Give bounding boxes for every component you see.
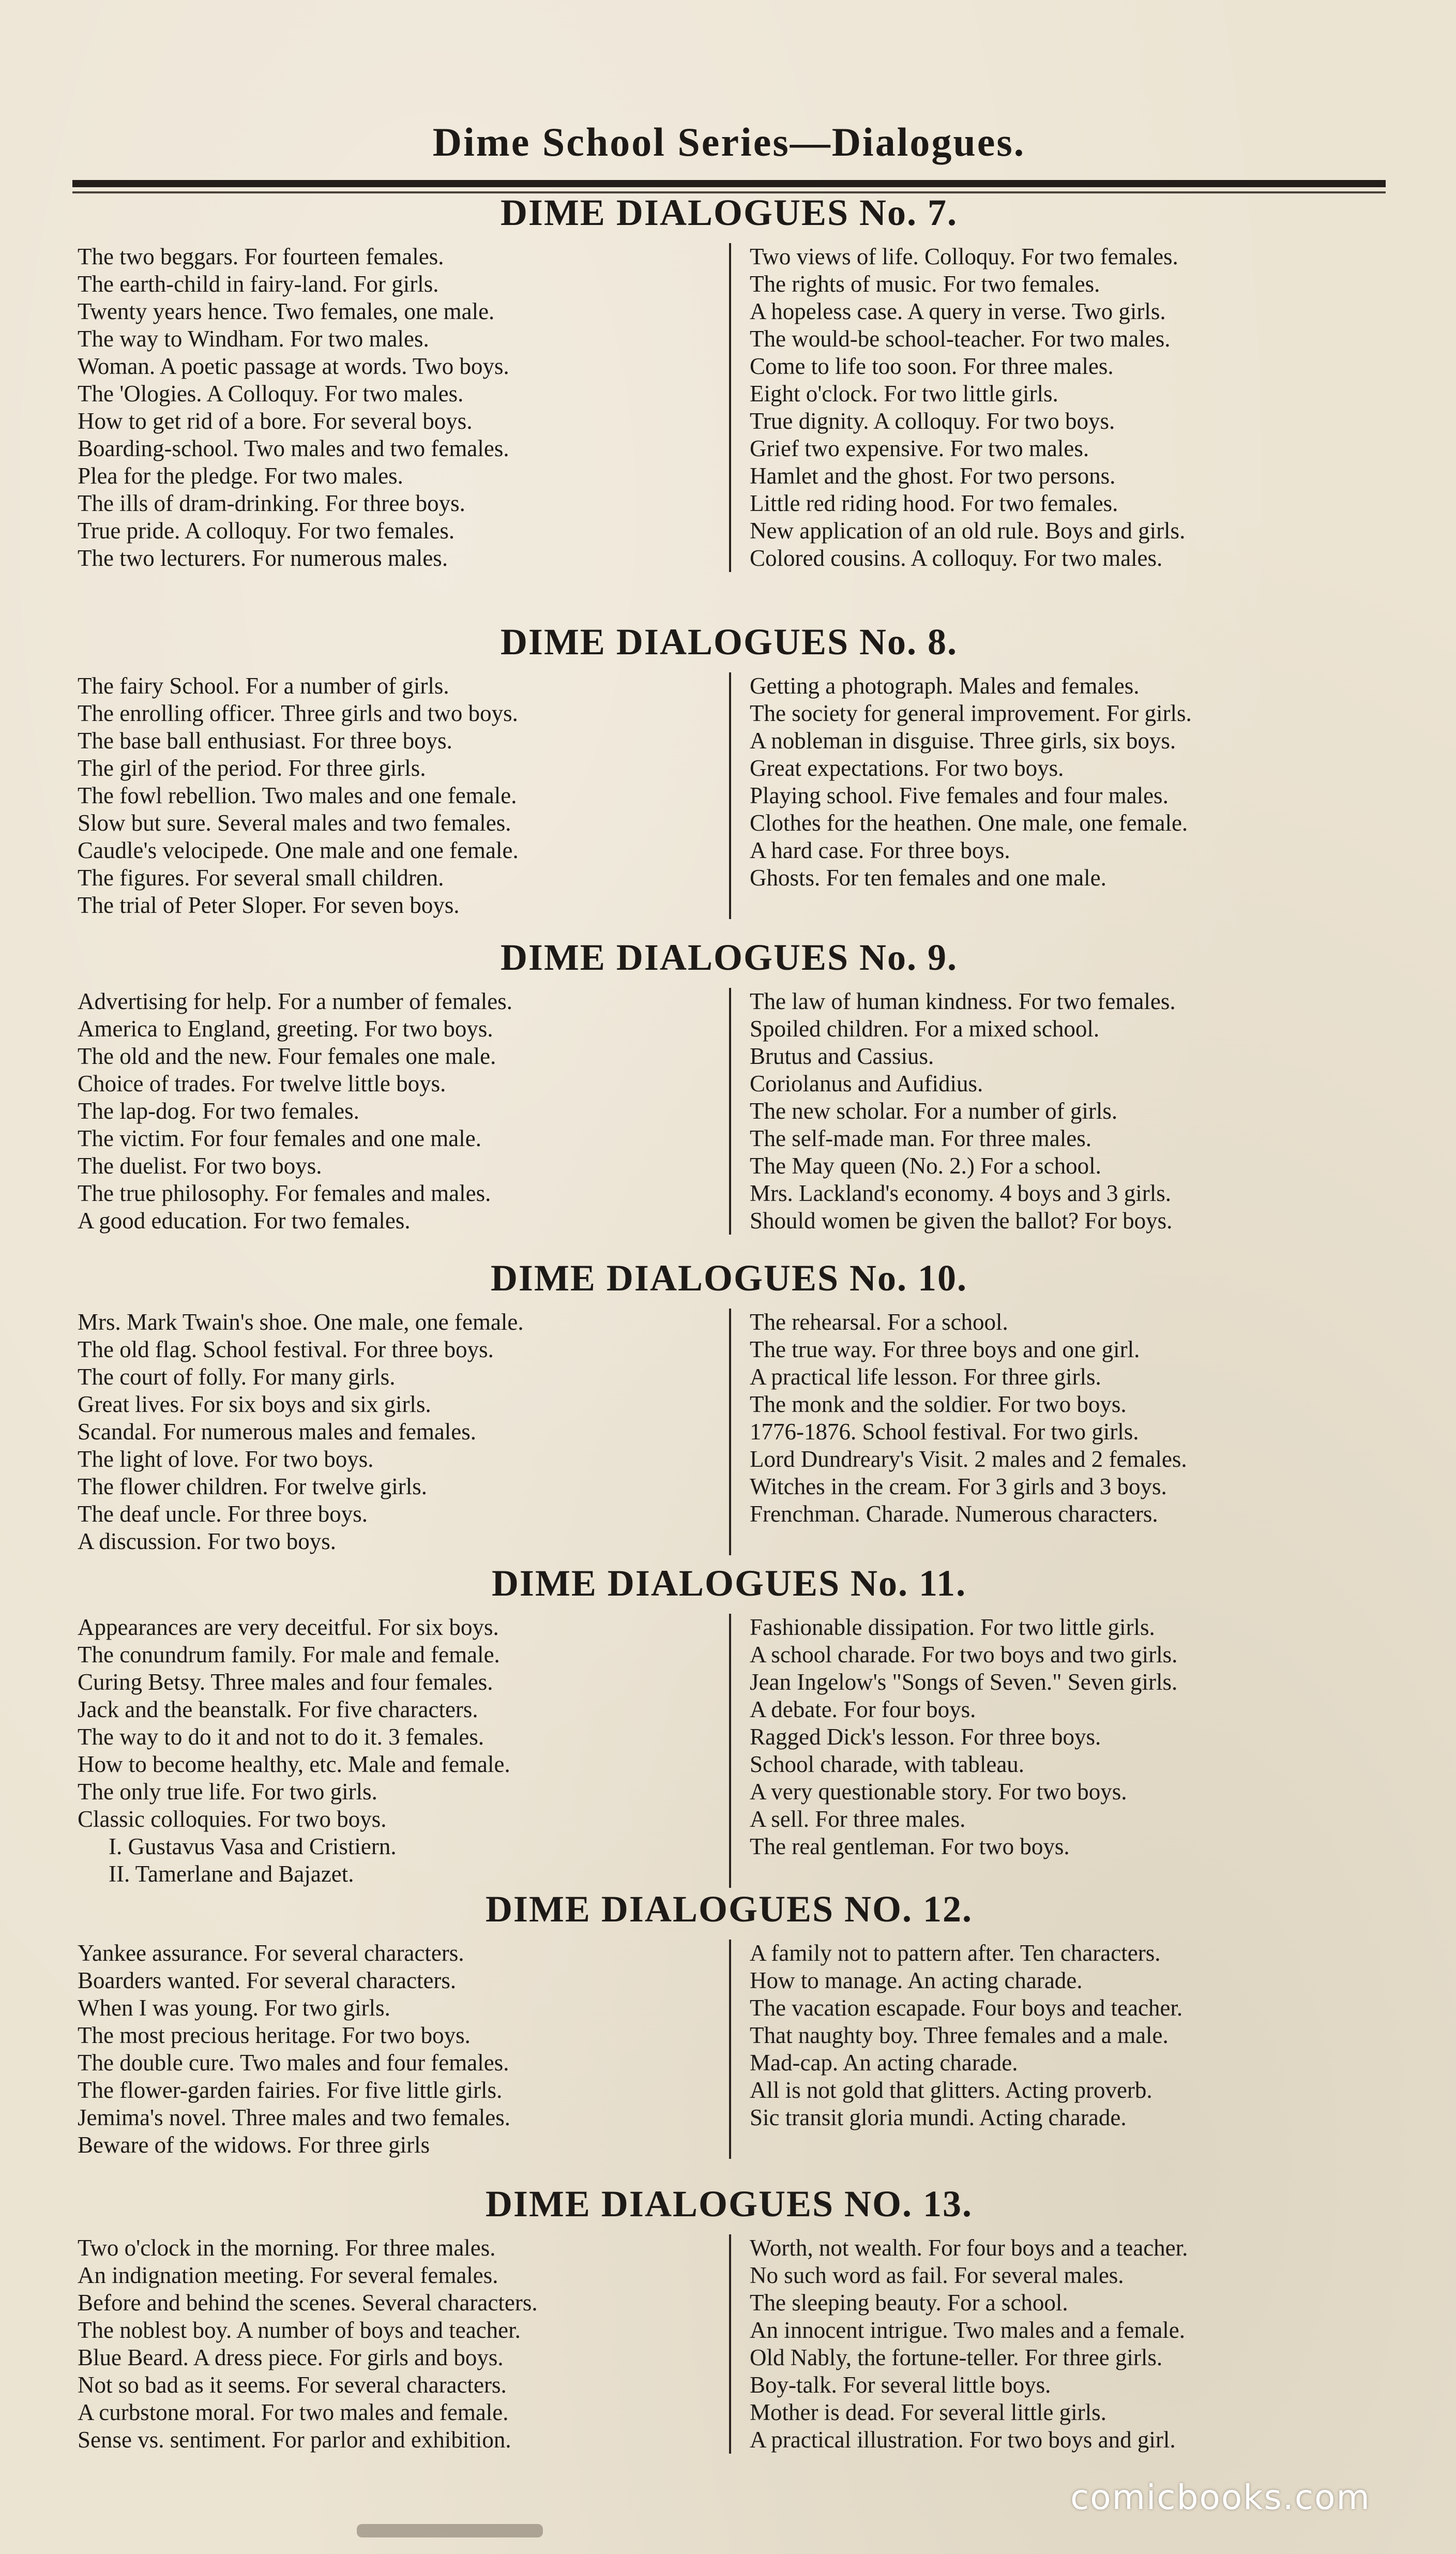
right-column: [750, 1940, 1391, 2131]
column-divider: [729, 243, 731, 572]
left-column: [78, 1940, 719, 2159]
dialogue-entry: That naughty boy. Three females and a male.: [750, 2022, 1169, 2048]
dialogue-entry: The way to Windham. For two males.: [78, 326, 429, 352]
dialogue-entry: Twenty years hence. Two females, one male.: [78, 298, 495, 324]
right-column: [750, 988, 1391, 1235]
dialogue-entry: The true way. For three boys and one girl.: [750, 1336, 1140, 1362]
dialogue-entry: The new scholar. For a number of girls.: [750, 1098, 1118, 1124]
section-title: DIME DIALOGUES No. 9.: [500, 937, 958, 978]
left-column: [78, 672, 719, 919]
dialogue-entry: The girl of the period. For three girls.: [78, 755, 426, 781]
dialogue-entry: Clothes for the heathen. One male, one female.: [750, 810, 1188, 836]
dialogue-entry: Boarders wanted. For several characters.: [78, 1967, 457, 1993]
dialogue-entry: Plea for the pledge. For two males.: [78, 463, 403, 489]
dialogue-entry: The two lecturers. For numerous males.: [78, 545, 448, 571]
dialogue-entry: The would-be school-teacher. For two males.: [750, 326, 1171, 352]
dialogue-entry: True pride. A colloquy. For two females.: [78, 518, 455, 544]
dialogue-entry: How to get rid of a bore. For several boys.: [78, 408, 473, 434]
dialogue-entry: Jemima's novel. Three males and two females.: [78, 2105, 511, 2130]
dialogue-entry: A curbstone moral. For two males and female.: [78, 2399, 509, 2425]
dialogue-entry: Grief two expensive. For two males.: [750, 435, 1089, 461]
dialogue-entry: The deaf uncle. For three boys.: [78, 1501, 368, 1527]
catalog-page: [67, 88, 1391, 2467]
left-column: [78, 1614, 719, 1888]
dialogue-entry: The enrolling officer. Three girls and two boys.: [78, 700, 518, 726]
dialogue-entry: All is not gold that glitters. Acting proverb.: [750, 2077, 1152, 2103]
column-divider: [729, 1940, 731, 2159]
dialogue-entry: Boy-talk. For several little boys.: [750, 2372, 1051, 2398]
dialogue-entry: Sense vs. sentiment. For parlor and exhibition.: [78, 2427, 511, 2453]
dialogue-entry: Old Nably, the fortune-teller. For three girls.: [750, 2345, 1163, 2370]
dialogue-entry: Worth, not wealth. For four boys and a teacher.: [750, 2235, 1188, 2261]
dialogue-entry: Before and behind the scenes. Several characters.: [78, 2290, 538, 2316]
left-column: [78, 243, 719, 572]
dialogue-entry: A hopeless case. A query in verse. Two girls.: [750, 298, 1166, 324]
dialogue-entry: The victim. For four females and one male.: [78, 1125, 481, 1151]
dialogue-entry: The real gentleman. For two boys.: [750, 1834, 1070, 1859]
dialogue-entry: The rights of music. For two females.: [750, 271, 1100, 297]
dialogue-entry: Scandal. For numerous males and females.: [78, 1419, 477, 1445]
dialogue-entry: The court of folly. For many girls.: [78, 1364, 396, 1390]
dialogue-entry: The old flag. School festival. For three boys.: [78, 1336, 494, 1362]
right-column: [750, 672, 1391, 892]
dialogue-entry: An indignation meeting. For several females.: [78, 2262, 498, 2288]
dialogue-entry: Mother is dead. For several little girls.: [750, 2399, 1106, 2425]
dialogue-entry: The earth-child in fairy-land. For girls.: [78, 271, 439, 297]
dialogue-entry: Advertising for help. For a number of females.: [78, 988, 513, 1014]
section-title: DIME DIALOGUES No. 8.: [500, 621, 958, 663]
dialogue-entry: The flower children. For twelve girls.: [78, 1474, 428, 1499]
dialogue-entry: Ghosts. For ten females and one male.: [750, 865, 1106, 891]
dialogue-entry: The flower-garden fairies. For five little girls.: [78, 2077, 503, 2103]
ink-smudge: [357, 2524, 543, 2537]
dialogue-entry: The figures. For several small children.: [78, 865, 444, 891]
dialogue-entry: How to manage. An acting charade.: [750, 1967, 1083, 1993]
dialogue-entry: 1776-1876. School festival. For two girls.: [750, 1419, 1139, 1445]
dialogue-entry: Not so bad as it seems. For several characters.: [78, 2372, 507, 2398]
section-title: DIME DIALOGUES NO. 13.: [485, 2183, 973, 2225]
dialogue-entry: Playing school. Five females and four males.: [750, 783, 1169, 808]
dialogue-entry: A sell. For three males.: [750, 1806, 966, 1832]
dialogue-entry: Woman. A poetic passage at words. Two boys.: [78, 353, 509, 379]
dialogue-entry: The rehearsal. For a school.: [750, 1309, 1008, 1335]
dialogue-entry: New application of an old rule. Boys and girls.: [750, 518, 1186, 544]
dialogue-entry: A very questionable story. For two boys.: [750, 1779, 1127, 1805]
dialogue-entry: Classic colloquies. For two boys.: [78, 1806, 387, 1832]
dialogue-entry: Getting a photograph. Males and females.: [750, 673, 1140, 699]
dialogue-entry: A school charade. For two boys and two girls.: [750, 1642, 1178, 1667]
dialogue-entry: Boarding-school. Two males and two females.: [78, 435, 509, 461]
dialogue-entry: Mrs. Mark Twain's shoe. One male, one female.: [78, 1309, 524, 1335]
dialogue-entry: Colored cousins. A colloquy. For two males.: [750, 545, 1163, 571]
dialogue-entry: The trial of Peter Sloper. For seven boys.: [78, 892, 460, 918]
dialogue-entry: The society for general improvement. For girls.: [750, 700, 1192, 726]
dialogue-entry: The most precious heritage. For two boys.: [78, 2022, 471, 2048]
dialogue-entry: Jean Ingelow's "Songs of Seven." Seven girls.: [750, 1669, 1178, 1695]
dialogue-entry: Two o'clock in the morning. For three males.: [78, 2235, 496, 2261]
dialogue-entry: Two views of life. Colloquy. For two females.: [750, 244, 1178, 269]
series-title: Dime School Series—Dialogues.: [432, 119, 1026, 164]
dialogue-entry: A debate. For four boys.: [750, 1696, 976, 1722]
dialogue-entry: School charade, with tableau.: [750, 1751, 1025, 1777]
column-divider: [729, 1614, 731, 1888]
header-rule: [72, 180, 1386, 187]
dialogue-entry: Sic transit gloria mundi. Acting charade.: [750, 2105, 1127, 2130]
dialogue-entry: Fashionable dissipation. For two little girls.: [750, 1614, 1155, 1640]
dialogue-entry: Hamlet and the ghost. For two persons.: [750, 463, 1116, 489]
dialogue-entry: The base ball enthusiast. For three boys.: [78, 728, 452, 754]
dialogue-entry: The double cure. Two males and four females.: [78, 2050, 509, 2076]
dialogue-entry: The true philosophy. For females and males.: [78, 1180, 491, 1206]
section-title: DIME DIALOGUES NO. 12.: [485, 1888, 973, 1930]
dialogue-entry: The old and the new. Four females one male.: [78, 1043, 496, 1069]
dialogue-entry: I. Gustavus Vasa and Cristiern.: [109, 1834, 397, 1859]
dialogue-entry: Witches in the cream. For 3 girls and 3 boys.: [750, 1474, 1167, 1499]
dialogue-entry: The fowl rebellion. Two males and one female.: [78, 783, 517, 808]
column-divider: [729, 1309, 731, 1555]
dialogue-entry: The monk and the soldier. For two boys.: [750, 1391, 1127, 1417]
dialogue-entry: A hard case. For three boys.: [750, 837, 1010, 863]
dialogue-entry: Slow but sure. Several males and two females.: [78, 810, 511, 836]
dialogue-entry: II. Tamerlane and Bajazet.: [109, 1861, 354, 1887]
dialogue-entry: How to become healthy, etc. Male and female.: [78, 1751, 510, 1777]
dialogue-entry: The light of love. For two boys.: [78, 1446, 374, 1472]
dialogue-entry: Come to life too soon. For three males.: [750, 353, 1114, 379]
column-divider: [729, 988, 731, 1235]
dialogue-entry: Yankee assurance. For several characters.: [78, 1940, 464, 1966]
dialogue-entry: No such word as fail. For several males.: [750, 2262, 1124, 2288]
dialogue-entry: Coriolanus and Aufidius.: [750, 1071, 983, 1096]
dialogue-entry: The two beggars. For fourteen females.: [78, 244, 444, 269]
dialogue-entry: Brutus and Cassius.: [750, 1043, 934, 1069]
dialogue-entry: The noblest boy. A number of boys and teacher.: [78, 2317, 521, 2343]
right-column: [750, 2234, 1391, 2454]
dialogue-entry: Eight o'clock. For two little girls.: [750, 381, 1058, 407]
dialogue-entry: Ragged Dick's lesson. For three boys.: [750, 1724, 1101, 1750]
dialogue-entry: A discussion. For two boys.: [78, 1528, 337, 1554]
dialogue-entry: Caudle's velocipede. One male and one female.: [78, 837, 519, 863]
dialogue-entry: A practical illustration. For two boys and girl.: [750, 2427, 1176, 2453]
dialogue-entry: The ills of dram-drinking. For three boys.: [78, 490, 465, 516]
section-title: DIME DIALOGUES No. 11.: [491, 1563, 967, 1604]
dialogue-entry: A practical life lesson. For three girls.: [750, 1364, 1101, 1390]
dialogue-entry: Appearances are very deceitful. For six boys.: [78, 1614, 499, 1640]
left-column: [78, 2234, 719, 2454]
dialogue-entry: Choice of trades. For twelve little boys.: [78, 1071, 446, 1096]
section-title: DIME DIALOGUES No. 10.: [490, 1257, 968, 1299]
dialogue-entry: Beware of the widows. For three girls: [78, 2132, 430, 2158]
dialogue-entry: The fairy School. For a number of girls.: [78, 673, 449, 699]
dialogue-entry: Mrs. Lackland's economy. 4 boys and 3 girls.: [750, 1180, 1172, 1206]
dialogue-entry: The sleeping beauty. For a school.: [750, 2290, 1068, 2316]
dialogue-entry: An innocent intrigue. Two males and a female.: [750, 2317, 1186, 2343]
dialogue-entry: Mad-cap. An acting charade.: [750, 2050, 1018, 2076]
dialogue-entry: The vacation escapade. Four boys and teacher.: [750, 1995, 1183, 2021]
dialogue-entry: Lord Dundreary's Visit. 2 males and 2 females.: [750, 1446, 1187, 1472]
dialogue-entry: Frenchman. Charade. Numerous characters.: [750, 1501, 1158, 1527]
dialogue-entry: The duelist. For two boys.: [78, 1153, 322, 1179]
right-column: [750, 243, 1391, 572]
dialogue-entry: The only true life. For two girls.: [78, 1779, 377, 1805]
dialogue-entry: Jack and the beanstalk. For five characters.: [78, 1696, 478, 1722]
dialogue-entry: When I was young. For two girls.: [78, 1995, 390, 2021]
right-column: [750, 1309, 1391, 1528]
column-divider: [729, 672, 731, 919]
dialogue-entry: Little red riding hood. For two females.: [750, 490, 1118, 516]
dialogue-entry: A family not to pattern after. Ten characters.: [750, 1940, 1161, 1966]
dialogue-entry: The May queen (No. 2.) For a school.: [750, 1153, 1101, 1179]
left-column: [78, 988, 719, 1235]
left-column: [78, 1309, 719, 1555]
dialogue-entry: The way to do it and not to do it. 3 females.: [78, 1724, 484, 1750]
dialogue-entry: The conundrum family. For male and female.: [78, 1642, 500, 1667]
right-column: [750, 1614, 1391, 1860]
dialogue-entry: True dignity. A colloquy. For two boys.: [750, 408, 1115, 434]
dialogue-entry: The self-made man. For three males.: [750, 1125, 1092, 1151]
dialogue-entry: Should women be given the ballot? For boys.: [750, 1208, 1173, 1234]
dialogue-entry: Blue Beard. A dress piece. For girls and boys.: [78, 2345, 504, 2370]
dialogue-entry: A good education. For two females.: [78, 1208, 411, 1234]
watermark-logo: comicbooks.com: [1070, 2477, 1371, 2517]
dialogue-entry: The lap-dog. For two females.: [78, 1098, 359, 1124]
dialogue-entry: The 'Ologies. A Colloquy. For two males.: [78, 381, 464, 407]
dialogue-entry: A nobleman in disguise. Three girls, six boys.: [750, 728, 1176, 754]
dialogue-entry: Great expectations. For two boys.: [750, 755, 1064, 781]
dialogue-entry: The law of human kindness. For two females.: [750, 988, 1176, 1014]
section-title: DIME DIALOGUES No. 7.: [500, 192, 958, 233]
dialogue-entry: Great lives. For six boys and six girls.: [78, 1391, 431, 1417]
dialogue-entry: Spoiled children. For a mixed school.: [750, 1016, 1100, 1042]
column-divider: [729, 2234, 731, 2454]
dialogue-entry: America to England, greeting. For two boys.: [78, 1016, 493, 1042]
dialogue-entry: Curing Betsy. Three males and four females.: [78, 1669, 493, 1695]
